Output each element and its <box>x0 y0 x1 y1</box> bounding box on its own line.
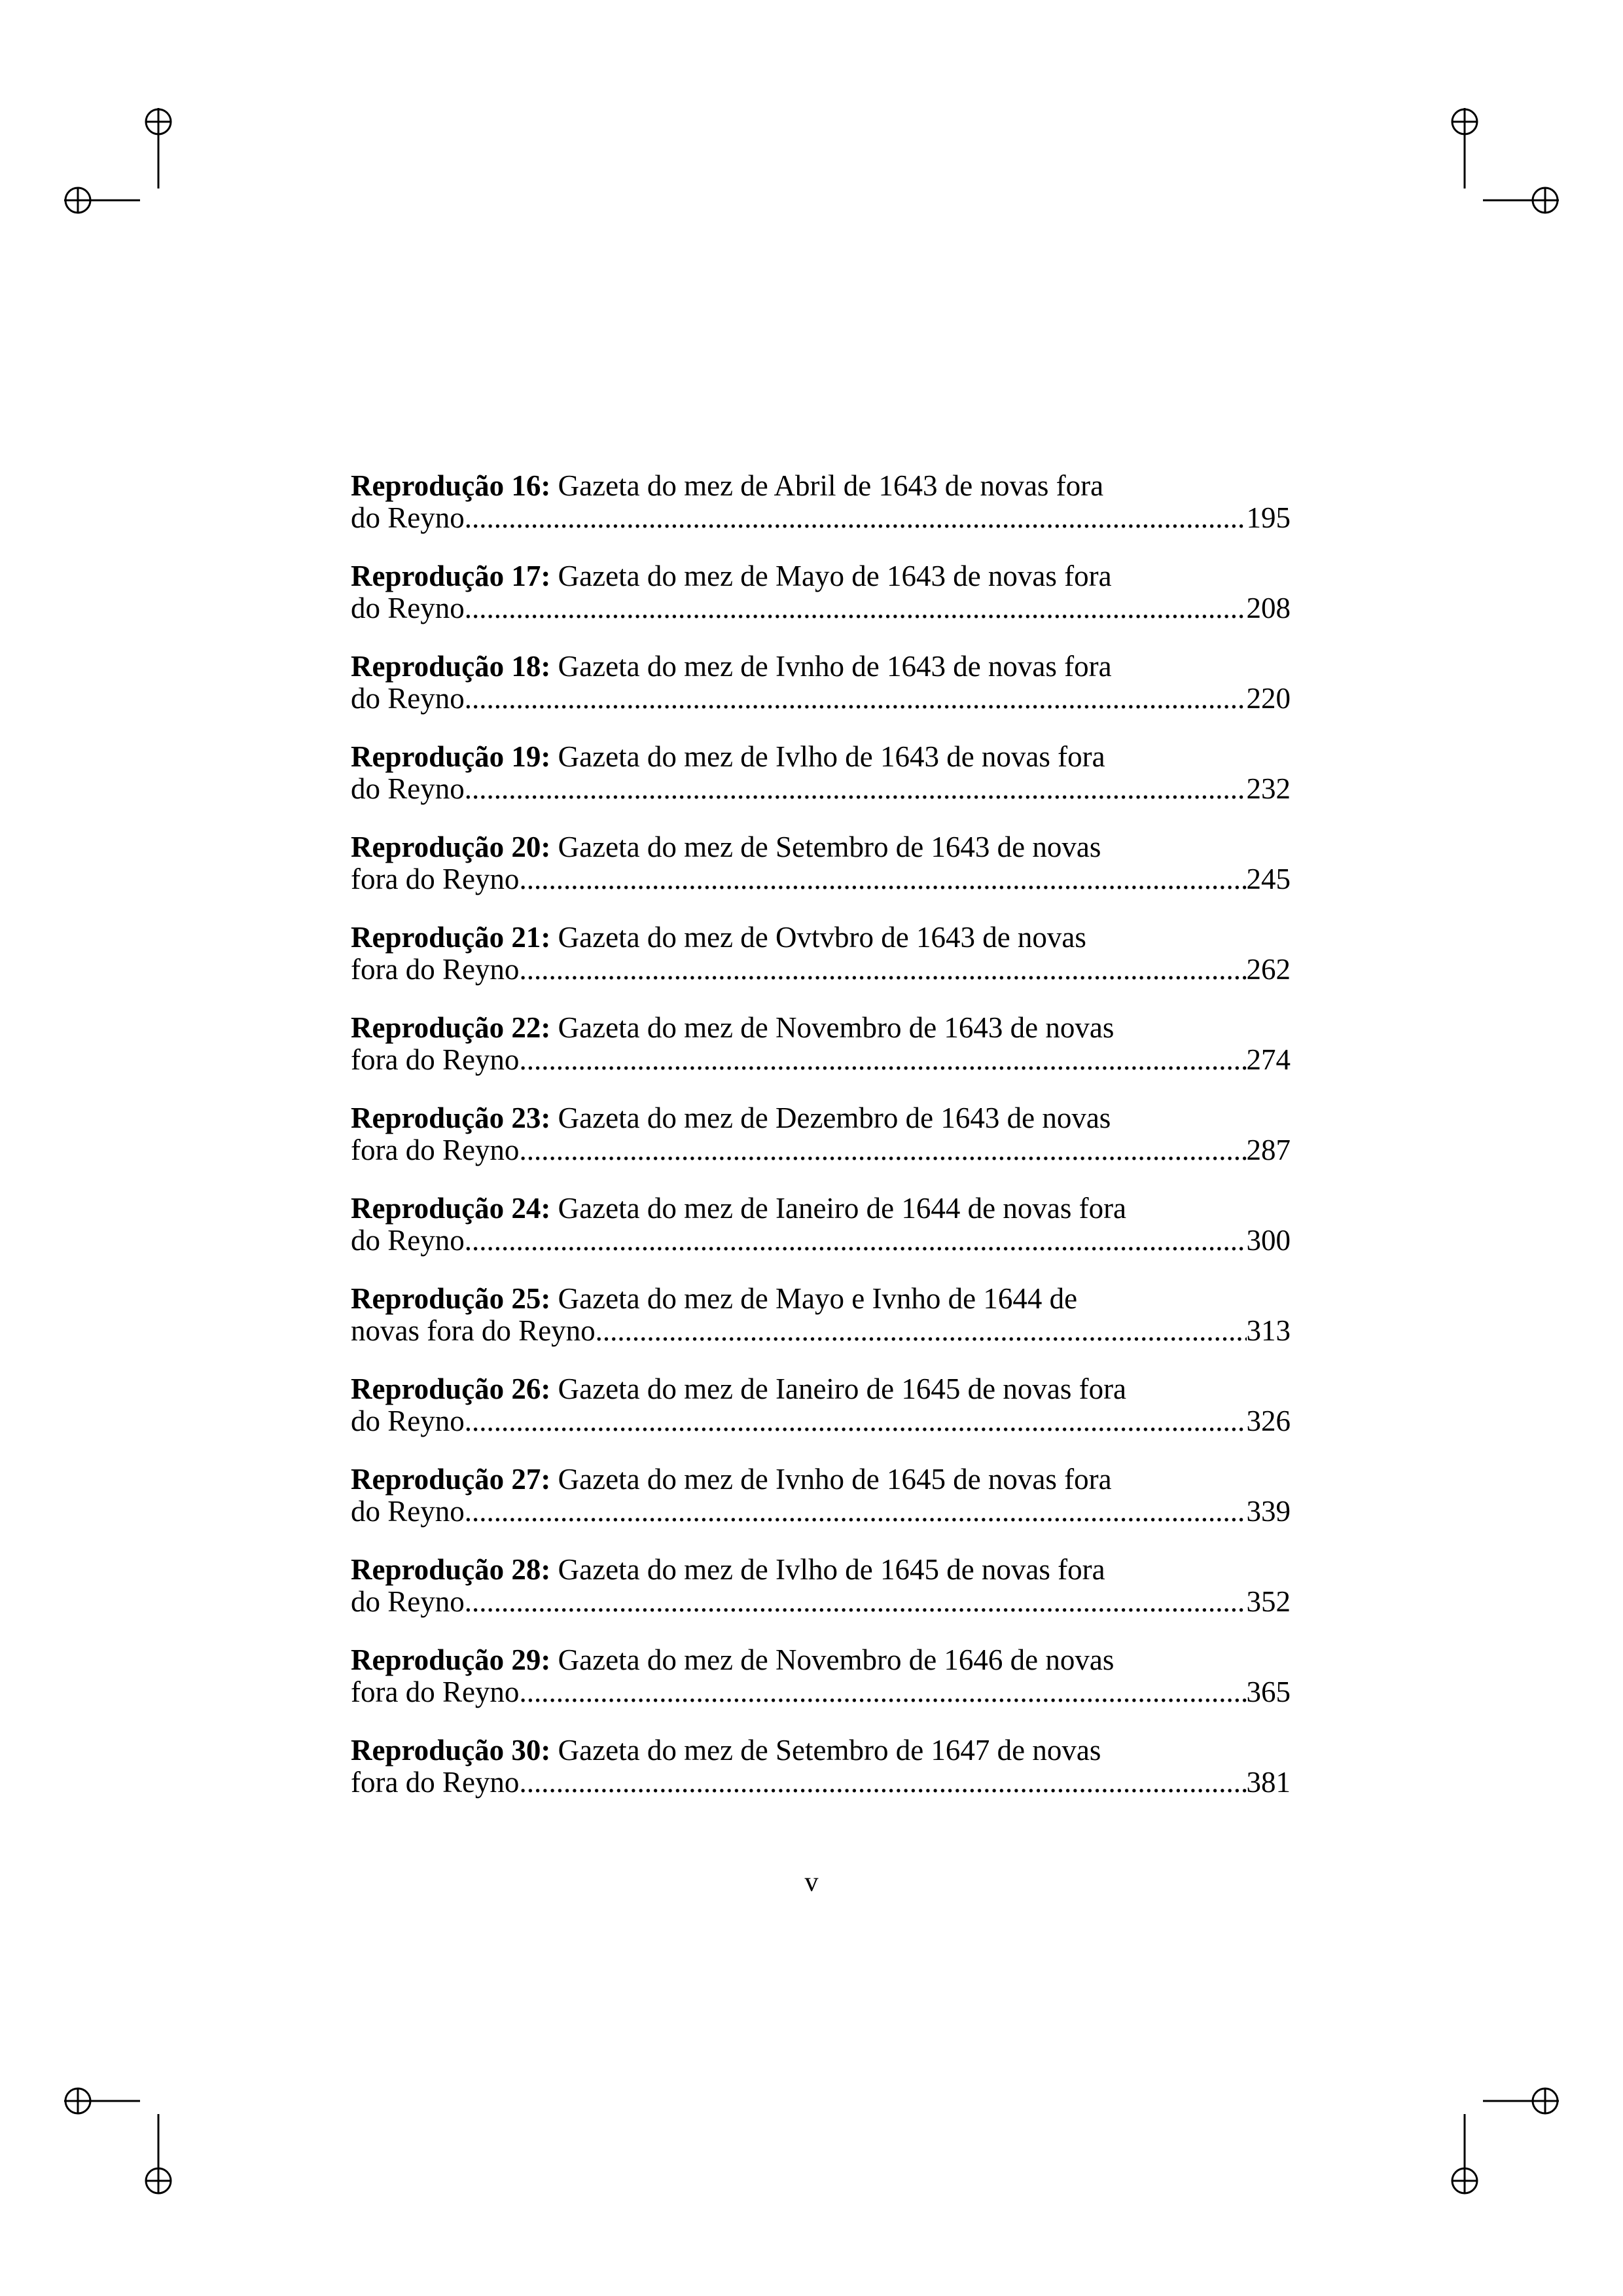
toc-entry <box>351 1554 1291 1644</box>
dot-leader <box>519 954 1246 986</box>
toc-entry-continuation: fora do Reyno <box>351 1134 520 1166</box>
toc-entry-second-line <box>351 1315 1291 1347</box>
dot-leader <box>465 1225 1247 1257</box>
toc-entry-label: Reprodução 16: <box>351 469 551 502</box>
toc-entry-second-line <box>351 1225 1291 1257</box>
toc-entry-first-line <box>351 1283 1291 1315</box>
toc-entry-continuation: do Reyno <box>351 1586 465 1618</box>
toc-entry-page-number: 195 <box>1246 502 1291 534</box>
toc-entry <box>351 651 1291 741</box>
toc-entry <box>351 1644 1291 1734</box>
toc-entry-first-line <box>351 1102 1291 1134</box>
toc-entry-page-number: 274 <box>1246 1044 1291 1076</box>
toc-entry-first-line <box>351 651 1291 683</box>
toc-entry-title: Gazeta do mez de Ivnho de 1643 de novas fora <box>558 650 1112 683</box>
dot-leader <box>465 592 1247 624</box>
toc-entry-label: Reprodução 26: <box>351 1372 551 1405</box>
dot-leader <box>519 1134 1246 1166</box>
toc-entry-page-number: 287 <box>1246 1134 1291 1166</box>
toc-entry-title: Gazeta do mez de Novembro de 1646 de novas <box>558 1643 1115 1676</box>
toc-entry-label: Reprodução 22: <box>351 1011 551 1044</box>
dot-leader <box>519 863 1246 895</box>
toc-entry-first-line <box>351 560 1291 592</box>
toc-entry-page-number: 365 <box>1246 1676 1291 1708</box>
toc-entry-continuation: do Reyno <box>351 773 465 805</box>
toc-entry <box>351 1734 1291 1825</box>
toc-entry-title: Gazeta do mez de Setembro de 1647 de novas <box>558 1734 1101 1767</box>
toc-entry-label: Reprodução 28: <box>351 1553 551 1586</box>
toc-entry-second-line <box>351 1044 1291 1076</box>
toc-entry-title: Gazeta do mez de Ovtvbro de 1643 de novas <box>558 921 1086 954</box>
toc-entry <box>351 1012 1291 1102</box>
dot-leader <box>465 502 1247 534</box>
toc-entry-title: Gazeta do mez de Ianeiro de 1645 de novas fora <box>558 1372 1127 1405</box>
toc-entry-title: Gazeta do mez de Mayo e Ivnho de 1644 de <box>558 1282 1078 1315</box>
toc-entry <box>351 1193 1291 1283</box>
dot-leader <box>465 1586 1247 1618</box>
toc-entry-first-line <box>351 922 1291 954</box>
toc-entry-second-line <box>351 592 1291 624</box>
toc-entry-first-line <box>351 831 1291 863</box>
toc-entry-title: Gazeta do mez de Abril de 1643 de novas fora <box>558 469 1104 502</box>
toc-entry-title: Gazeta do mez de Ivnho de 1645 de novas fora <box>558 1463 1112 1496</box>
toc-entry-first-line <box>351 1644 1291 1676</box>
toc-entry-page-number: 339 <box>1246 1496 1291 1528</box>
toc-entry-title: Gazeta do mez de Mayo de 1643 de novas fora <box>558 560 1112 592</box>
toc-entry-continuation: fora do Reyno <box>351 863 520 895</box>
toc-entry-continuation: fora do Reyno <box>351 1767 520 1799</box>
toc-entry-page-number: 220 <box>1246 683 1291 715</box>
toc-entry <box>351 560 1291 651</box>
toc-entry-second-line <box>351 1676 1291 1708</box>
toc-entry-first-line <box>351 1734 1291 1767</box>
registration-mark-bottom-right <box>1452 2089 1559 2194</box>
toc-entry-label: Reprodução 23: <box>351 1102 551 1134</box>
toc-entry-continuation: do Reyno <box>351 1496 465 1528</box>
toc-entry-page-number: 208 <box>1246 592 1291 624</box>
toc-entry-page-number: 232 <box>1246 773 1291 805</box>
dot-leader <box>519 1676 1246 1708</box>
dot-leader <box>465 1405 1247 1437</box>
dot-leader <box>465 683 1247 715</box>
toc-entry-page-number: 262 <box>1246 954 1291 986</box>
dot-leader <box>465 773 1247 805</box>
dot-leader <box>519 1767 1246 1799</box>
toc-entry-first-line <box>351 1373 1291 1405</box>
toc-entry-second-line <box>351 1405 1291 1437</box>
toc-entry <box>351 922 1291 1012</box>
toc-entry-label: Reprodução 21: <box>351 921 551 954</box>
toc-entry-continuation: do Reyno <box>351 502 465 534</box>
registration-mark-bottom-left <box>64 2089 171 2194</box>
toc-entry-label: Reprodução 20: <box>351 831 551 863</box>
toc-entry-second-line <box>351 773 1291 805</box>
toc-entry-title: Gazeta do mez de Dezembro de 1643 de novas <box>558 1102 1111 1134</box>
toc-entry-second-line <box>351 1586 1291 1618</box>
toc-entry-first-line <box>351 1554 1291 1586</box>
toc-entry <box>351 1373 1291 1463</box>
toc-entry-continuation: do Reyno <box>351 1225 465 1257</box>
toc-entry-first-line <box>351 741 1291 773</box>
toc-entry-title: Gazeta do mez de Ianeiro de 1644 de novas fora <box>558 1192 1127 1225</box>
toc-entry-label: Reprodução 29: <box>351 1643 551 1676</box>
toc-entry <box>351 831 1291 922</box>
toc-entry-label: Reprodução 24: <box>351 1192 551 1225</box>
toc-entry-label: Reprodução 30: <box>351 1734 551 1767</box>
toc-entry-continuation: do Reyno <box>351 683 465 715</box>
toc-entry-label: Reprodução 27: <box>351 1463 551 1496</box>
toc-entry-title: Gazeta do mez de Ivlho de 1645 de novas fora <box>558 1553 1105 1586</box>
toc-entry <box>351 741 1291 831</box>
toc-entry-title: Gazeta do mez de Setembro de 1643 de novas <box>558 831 1101 863</box>
toc-entry-second-line <box>351 863 1291 895</box>
toc-entry-continuation: fora do Reyno <box>351 1676 520 1708</box>
toc-entry-page-number: 300 <box>1246 1225 1291 1257</box>
table-of-contents <box>351 470 1291 1825</box>
toc-entry-second-line <box>351 683 1291 715</box>
toc-entry-label: Reprodução 18: <box>351 650 551 683</box>
toc-entry <box>351 1283 1291 1373</box>
toc-entry-page-number: 326 <box>1246 1405 1291 1437</box>
toc-entry-first-line <box>351 1012 1291 1044</box>
toc-entry-title: Gazeta do mez de Ivlho de 1643 de novas fora <box>558 740 1105 773</box>
dot-leader <box>596 1315 1247 1347</box>
toc-entry-second-line <box>351 1496 1291 1528</box>
toc-entry-first-line <box>351 470 1291 502</box>
toc-entry-first-line <box>351 1193 1291 1225</box>
toc-entry-page-number: 381 <box>1246 1767 1291 1799</box>
toc-entry-second-line <box>351 502 1291 534</box>
toc-entry-continuation: do Reyno <box>351 1405 465 1437</box>
toc-entry-first-line <box>351 1463 1291 1496</box>
toc-entry-page-number: 352 <box>1246 1586 1291 1618</box>
toc-entry-label: Reprodução 17: <box>351 560 551 592</box>
toc-entry <box>351 470 1291 560</box>
dot-leader <box>465 1496 1247 1528</box>
toc-entry-page-number: 245 <box>1246 863 1291 895</box>
toc-entry-second-line <box>351 1767 1291 1799</box>
toc-entry-second-line <box>351 1134 1291 1166</box>
page-number: v <box>804 1867 819 1897</box>
toc-entry-page-number: 313 <box>1246 1315 1291 1347</box>
toc-entry <box>351 1102 1291 1193</box>
toc-entry <box>351 1463 1291 1554</box>
toc-entry-second-line <box>351 954 1291 986</box>
toc-entry-label: Reprodução 25: <box>351 1282 551 1315</box>
toc-entry-label: Reprodução 19: <box>351 740 551 773</box>
dot-leader <box>519 1044 1246 1076</box>
toc-entry-continuation: do Reyno <box>351 592 465 624</box>
toc-entry-continuation: fora do Reyno <box>351 1044 520 1076</box>
toc-entry-title: Gazeta do mez de Novembro de 1643 de novas <box>558 1011 1115 1044</box>
registration-mark-top-left <box>64 108 171 213</box>
toc-entry-continuation: novas fora do Reyno <box>351 1315 596 1347</box>
toc-entry-continuation: fora do Reyno <box>351 954 520 986</box>
registration-mark-top-right <box>1452 108 1559 213</box>
